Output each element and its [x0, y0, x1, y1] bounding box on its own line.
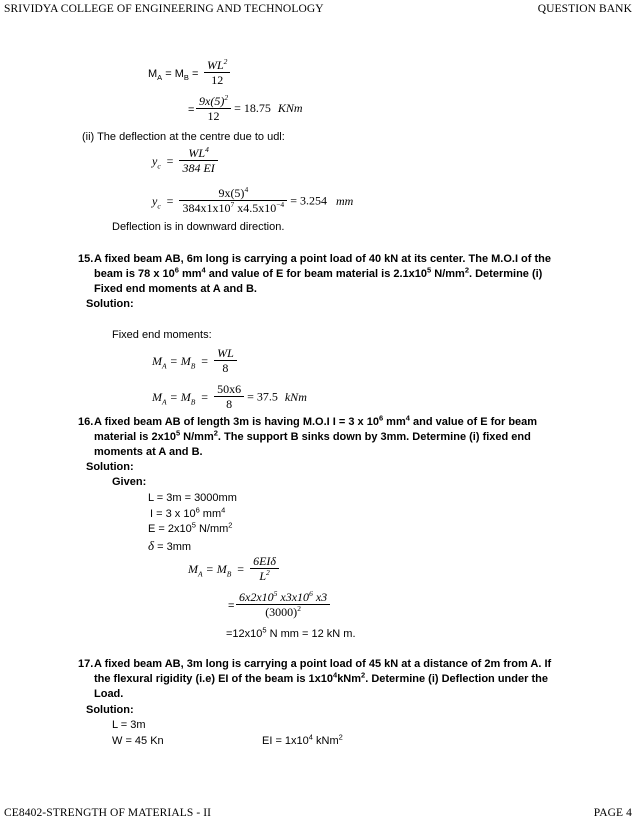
q15-formula-general: $M_A = M_B$ = $\frac{WL}{8}$ [152, 346, 237, 376]
q16-given-sink: δ = 3mm [148, 538, 192, 553]
q16-given-label: Given: [112, 476, 147, 488]
q16-formula-general: $M_A = M_B$ = $\frac{\text{6EIδ}}{L^2}$ [188, 554, 279, 584]
ma-mb-equation: $M_A = M_B$ = [148, 68, 199, 83]
q17-given-load: W = 45 Kn [112, 735, 164, 747]
q17-solution-label: Solution: [86, 704, 134, 716]
q17-given-length: L = 3m [112, 719, 146, 731]
q15-number: 15. [78, 253, 94, 265]
deflection-formula-numeric: $y_c$ = $\frac{9x(5)^4}{384x1x10^7 x4.5x10^{-4}}$ = 3.254 mm [152, 185, 354, 215]
q16-line3: moments at A and B. [94, 446, 203, 458]
q16-solution-label: Solution: [86, 461, 134, 473]
q16-line2: material is $2x10^5$ $N/mm^2$. The support B sinks down by 3mm. Determine (i) fixed end [94, 428, 531, 443]
header-college-name: SRIVIDYA COLLEGE OF ENGINEERING AND TECHNOLOGY [4, 3, 324, 15]
footer-page-number: PAGE 4 [593, 807, 632, 819]
footer-course-code: CE8402-STRENGTH OF MATERIALS - II [4, 807, 212, 819]
q15-line1: A fixed beam AB, 6m long is carrying a point load of 40 kN at its center. The M.O.I of the [94, 253, 551, 265]
q16-result: $=12x10^5$ N mm = 12 kN m. [226, 625, 356, 640]
fraction-9x5sq-over-12: $\frac{9x(5)^2}{12}$ = 18.75 KNm [196, 94, 303, 124]
q17-line1: A fixed beam AB, 3m long is carrying a point load of 45 kN at a distance of 2m from A. If [94, 658, 552, 670]
q15-line2: beam is 78 x $10^6$ $mm^4$ and value of E for beam material is $2.1x10^5$ $N/mm^2$. Determine (i) [94, 265, 543, 280]
deflection-note: Deflection is in downward direction. [112, 221, 285, 233]
q16-eq2-prefix: = [228, 600, 235, 612]
q16-given-modulus: $E = 2x10^5$ $N/mm^2$ [148, 520, 233, 535]
deflection-heading: (ii) The deflection at the centre due to udl: [82, 131, 285, 143]
q16-given-moi: I = 3 x $10^6$ $mm^4$ [150, 505, 226, 520]
q17-line3: Load. [94, 688, 124, 700]
eq2-prefix: = [188, 104, 195, 116]
q15-formula-numeric: $M_A = M_B$ = $\frac{50x6}{8}$ = 37.5 kNm [152, 382, 307, 411]
q15-solution-label: Solution: [86, 298, 134, 310]
q17-line2: the flexural rigidity (i.e) EI of the beam is $1x10^4kNm^2$. Determine (i) Deflection under the [94, 670, 548, 685]
q16-formula-numeric: $\frac{6x2x10^5 x3x10^6 x3}{(3000)^2}$ [236, 590, 330, 620]
q17-given-rigidity: EI = $1x10^4$ kNm$^2$ [262, 732, 343, 747]
header-doc-type: QUESTION BANK [537, 3, 632, 15]
q16-number: 16. [78, 416, 94, 428]
fraction-wl2-over-12: $\frac{WL^2}{12}$ [204, 58, 230, 88]
q16-line1: A fixed beam AB of length 3m is having M.O.I I = 3 x $10^6$ $mm^4$ and value of E for beam [94, 413, 538, 428]
q17-number: 17. [78, 658, 94, 670]
q15-fem-label: Fixed end moments: [112, 329, 212, 341]
q16-given-length: L = 3m = 3000mm [148, 492, 237, 504]
deflection-formula-general: $y_c$ = $\frac{WL^4}{384 EI}$ [152, 146, 218, 176]
q15-line3: Fixed end moments at A and B. [94, 283, 257, 295]
